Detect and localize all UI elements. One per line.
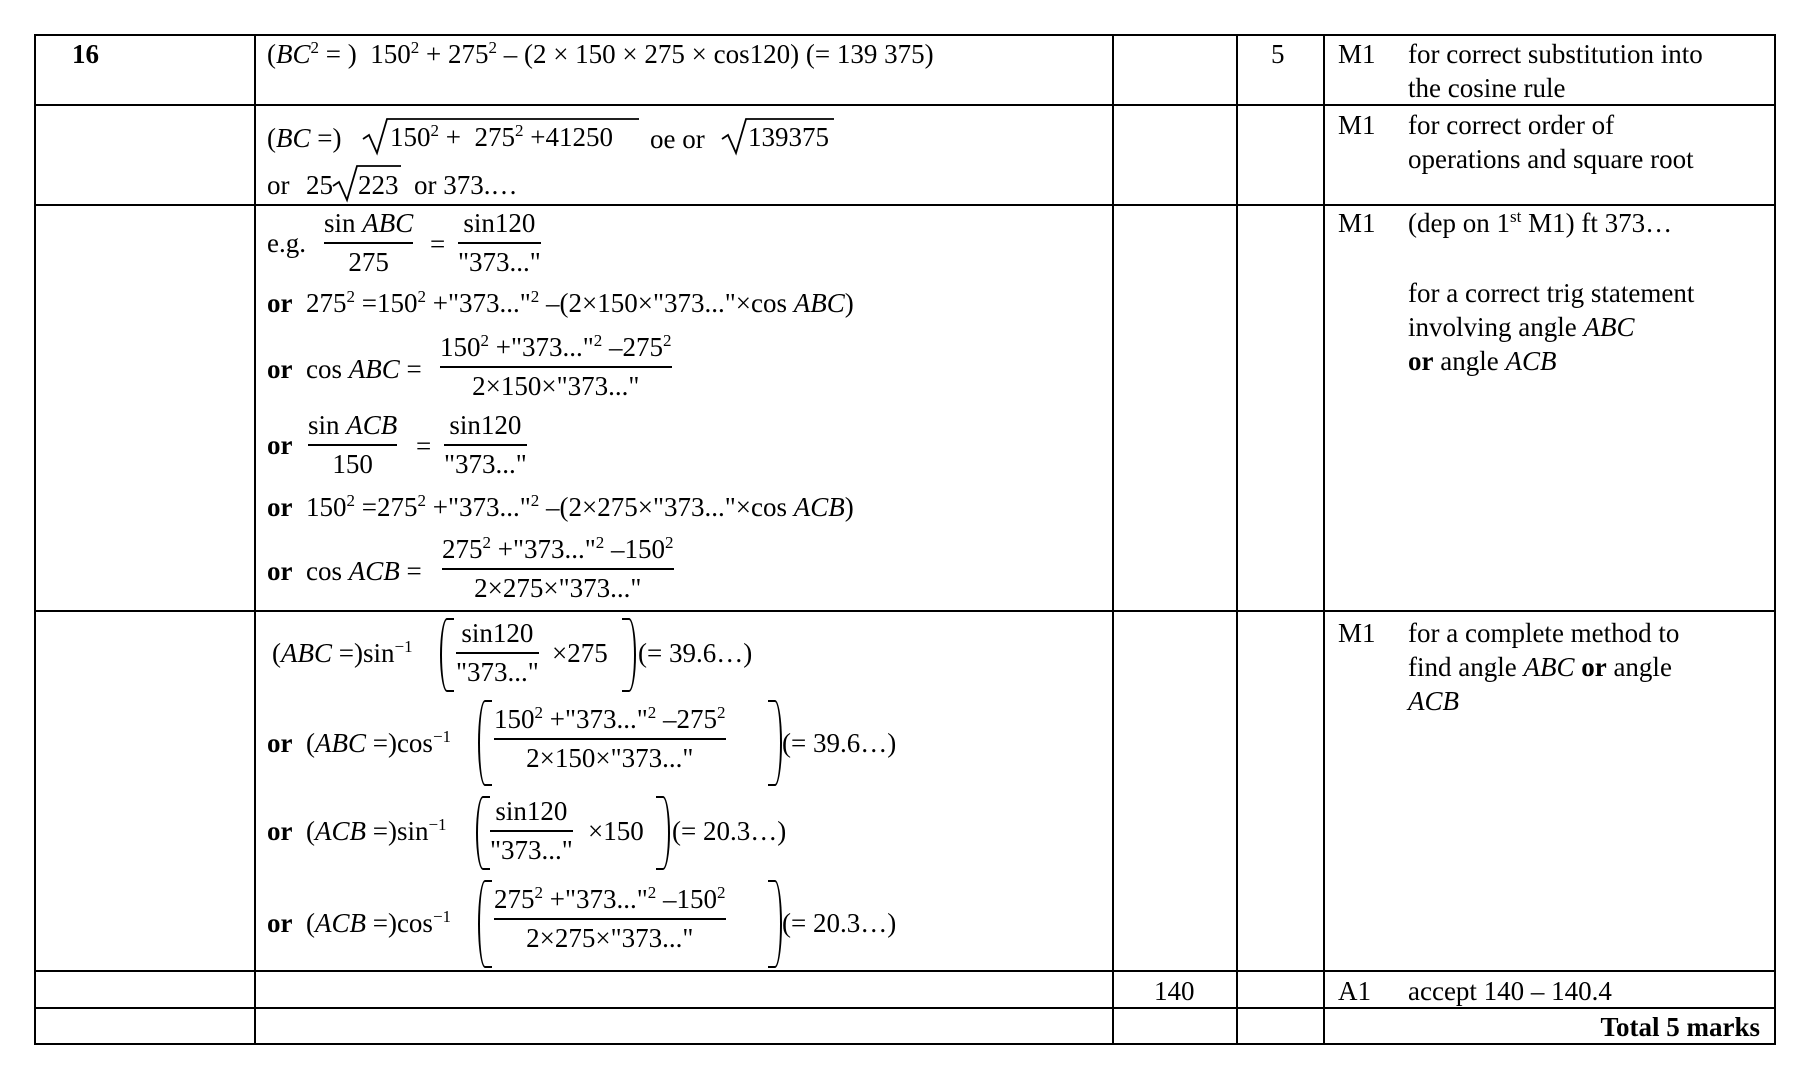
row4-l4-res: (= 20.3…) xyxy=(782,908,897,938)
row4-l1-mul: ×275 xyxy=(552,638,608,668)
row3-notes-1: (dep on 1st M1) ft 373… xyxy=(1408,207,1673,238)
row3-frac1-left: sin ABC 275 xyxy=(324,208,414,277)
row4-notes-2: find angle ABC or angle xyxy=(1408,652,1672,682)
row2-radicand-2: 139375 xyxy=(748,122,829,152)
row3-line3-lhs: or cos ABC = xyxy=(267,354,422,384)
row3-line2: or $275^2 =150^2$ +"373..."$^2$ –(2×150×"373..."×cos ABC) xyxy=(267,287,854,318)
row3-line6-frac: $275^2$ +"373..."$^2$ $-150^2$ 2×275×"373..." xyxy=(442,533,674,603)
row2-notes-1: for correct order of xyxy=(1408,110,1615,140)
row4-l4-paren-left xyxy=(478,880,492,968)
row4-l1-frac: sin120 "373..." xyxy=(456,618,539,687)
row4-l2-paren-right xyxy=(768,700,782,786)
total-marks: Total 5 marks xyxy=(1600,1012,1760,1042)
row1-working: ($BC^2$ = ) $150^2 + 275^2 - (2 \times 150 \times 275 \times \cos 120)$ (= 139 375) xyxy=(267,38,934,69)
row1-marks: 5 xyxy=(1271,39,1285,69)
row3-frac4-right: sin120 "373..." xyxy=(444,410,527,479)
row2-coef: 25 xyxy=(306,170,333,200)
row4-l2-paren-left xyxy=(478,700,492,786)
row1-notes-2: the cosine rule xyxy=(1408,73,1566,103)
question-number: 16 xyxy=(72,39,99,69)
row2-notes-2: operations and square root xyxy=(1408,144,1694,174)
row2-code: M1 xyxy=(1338,110,1376,140)
row3-notes-2: for a correct trig statement xyxy=(1408,278,1695,308)
row4-l3-paren-right xyxy=(656,796,670,870)
row3-eq4: = xyxy=(416,431,432,461)
row3-frac4-left: sin ACB 150 xyxy=(308,410,398,479)
row4-l4-paren-right xyxy=(768,880,782,968)
row3-notes-3: involving angle ABC xyxy=(1408,312,1635,342)
row3-line6-lhs: or cos ACB = xyxy=(267,556,422,586)
row2-radicand-3: 223 xyxy=(358,170,399,200)
row4-l3-frac: sin120 "373..." xyxy=(490,796,573,865)
row3-frac1-right: sin120 "373..." xyxy=(458,208,541,277)
row5-notes: accept 140 – 140.4 xyxy=(1408,976,1612,1006)
row5-code: A1 xyxy=(1338,976,1371,1006)
row3-code: M1 xyxy=(1338,208,1376,238)
row3-or4: or xyxy=(267,430,293,460)
row3-eq1: = xyxy=(430,229,446,259)
row2-label: (BC =) xyxy=(267,123,342,153)
row2-oe-or: oe or xyxy=(650,124,705,154)
row4-notes-3: ACB xyxy=(1408,686,1459,716)
row4-l1-res: (= 39.6…) xyxy=(638,638,753,668)
row3-eg: e.g. xyxy=(267,228,306,258)
row4-l1-lhs: $(ABC =)\sin^{-1}$ xyxy=(272,637,413,668)
row4-l2-frac: $150^2$ +"373..."$^2$ $-275^2$ 2×150×"373..." xyxy=(494,703,726,773)
row4-notes-1: for a complete method to xyxy=(1408,618,1680,648)
row5-answer: 140 xyxy=(1154,976,1195,1006)
row4-l4-lhs: or $(ACB =)\cos^{-1}$ xyxy=(267,907,452,938)
row4-l2-res: (= 39.6…) xyxy=(782,728,897,758)
row1-notes-1: for correct substitution into xyxy=(1408,39,1703,69)
row2-radicand-1: $150^2 + 275^2 +41250$ xyxy=(390,121,613,152)
row2-or-b: or 373.… xyxy=(414,170,518,200)
row3-notes-4: or angle ACB xyxy=(1408,346,1557,376)
row4-l1-paren-left xyxy=(440,618,454,692)
row4-l3-lhs: or $(ACB =)\sin^{-1}$ xyxy=(267,815,447,846)
row4-l3-mul: ×150 xyxy=(588,816,644,846)
row1-code: M1 xyxy=(1338,39,1376,69)
row4-l2-lhs: or $(ABC =)\cos^{-1}$ xyxy=(267,727,452,758)
row4-l3-paren-left xyxy=(476,796,490,870)
row2-or-a: or xyxy=(267,170,290,200)
row3-line5: or $150^2 =275^2$ +"373..."$^2$ –(2×275×"373..."×cos ACB) xyxy=(267,491,854,522)
row3-line3-frac: $150^2$ +"373..."$^2$ $-275^2$ 2×150×"373..." xyxy=(440,331,672,401)
row4-code: M1 xyxy=(1338,618,1376,648)
row4-l4-frac: $275^2$ +"373..."$^2$ $-150^2$ 2×275×"373..." xyxy=(494,883,726,953)
row4-l1-paren-right xyxy=(622,618,636,692)
row4-l3-res: (= 20.3…) xyxy=(672,816,787,846)
